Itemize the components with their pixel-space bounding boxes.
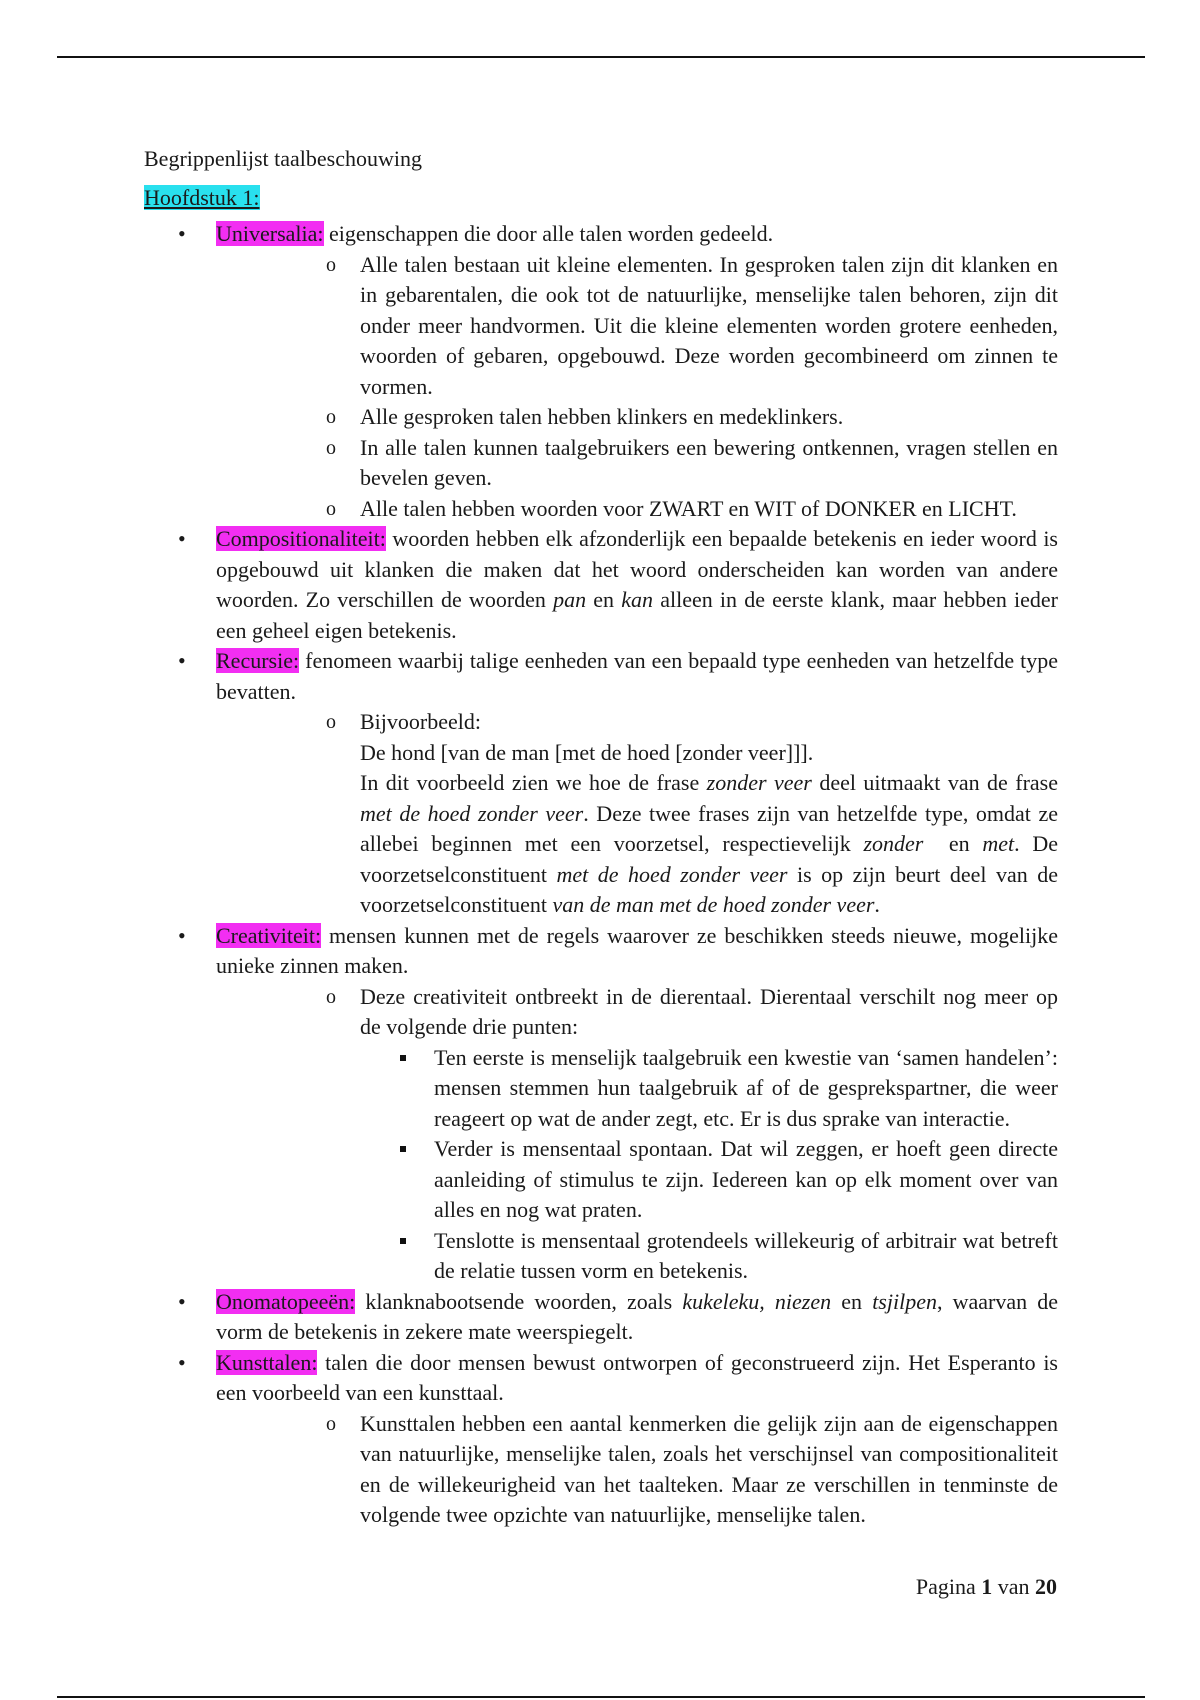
term-definition: klanknabootsende woorden, zoals: [355, 1288, 683, 1314]
term-label: Creativiteit:: [216, 922, 322, 948]
term-definition: talen die door mensen bewust ontworpen of geconstrueerd zijn. Het Esperanto is een voorbeeld van een kunsttaal.: [216, 1349, 1058, 1405]
page-content: [144, 140, 1058, 1531]
sub-item: o In alle talen kunnen taalgebruikers een bewering ontkennen, vragen stellen en bevelen geven.: [216, 433, 1058, 494]
text-run: . De voorzetselconstituent: [360, 831, 1058, 887]
italic-phrase: met: [982, 831, 1015, 856]
italic-phrase: met de hoed zonder veer: [360, 800, 584, 826]
term-definition: fenomeen waarbij talige eenheden van een bepaald type eenheden van hetzelfde type bevatten.: [216, 648, 1058, 704]
sub-list: [216, 982, 1058, 1043]
term-creativiteit: [144, 921, 1058, 1287]
italic-word: kan: [621, 587, 654, 612]
text-run: en: [586, 587, 622, 612]
point-item: Verder is mensentaal spontaan. Dat wil zeggen, er hoeft geen directe aanleiding of stimulus te zijn. Iedereen kan op elk moment over van alles en nog wat praten.: [216, 1134, 1058, 1226]
text-run: , waarvan de vorm de betekenis in zekere mate weerspiegelt.: [216, 1288, 1059, 1344]
page-total: 20: [1035, 1574, 1057, 1599]
term-recursie: [144, 646, 1058, 921]
term-onomatopeeen: [144, 1287, 1058, 1348]
text-run: deel uitmaakt van de frase: [811, 770, 1058, 795]
sub-item: [216, 982, 1058, 1043]
italic-phrase: met de hoed zonder veer: [556, 861, 788, 887]
footer-rule: [57, 1696, 1145, 1698]
sub-list: [216, 707, 1058, 921]
page-prefix: Pagina: [915, 1574, 982, 1599]
example-sentence: De hond [van de man [met de hoed [zonder veer]]].: [360, 739, 814, 765]
sub-item: o Alle talen bestaan uit kleine elementen. In gesproken talen zijn dit klanken en in gebarentalen, die ook tot de natuurlijke, menselijke talen behoren, zijn dit onder meer handvormen. Uit die kleine elementen worden grotere eenheden, woorden of gebaren, opgebouwd. Deze worden gecombineerd om zinnen te vormen.: [216, 250, 1058, 403]
term-label: Compositionaliteit:: [216, 526, 386, 551]
text-run: In dit voorbeeld zien we hoe de frase: [360, 770, 707, 795]
sub-item: o Kunsttalen hebben een aantal kenmerken die gelijk zijn aan de eigenschappen van natuurlijke, menselijke talen, zoals het verschijnsel van compositionaliteit en de willekeurigheid van het taalteken. Maar ze verschillen in tenminste de volgende twee opzichte van natuurlijke, menselijke talen.: [216, 1409, 1058, 1531]
header-rule: [57, 56, 1145, 58]
italic-phrase: zonder veer: [706, 770, 812, 795]
sub-item-text: Deze creativiteit ontbreekt in de dierentaal. Dierentaal verschilt nog meer op de volgende drie punten:: [360, 983, 1058, 1039]
example-explanation: [360, 768, 1058, 921]
sub-item-example: [216, 707, 1058, 921]
document-title: Begrippenlijst taalbeschouwing: [144, 146, 422, 171]
text-run: alleen in de eerste klank, maar hebben ieder een geheel eigen betekenis.: [216, 587, 1059, 643]
term-label: Universalia:: [216, 221, 324, 246]
sub-item: o Alle gesproken talen hebben klinkers en medeklinkers.: [216, 402, 1058, 433]
term-label: Kunsttalen:: [216, 1349, 318, 1375]
term-label: Recursie:: [216, 648, 300, 673]
italic-word: tsjilpen: [872, 1288, 937, 1314]
term-definition: mensen kunnen met de regels waarover ze beschikken steeds nieuwe, mogelijke unieke zinnen maken.: [216, 922, 1058, 978]
italic-word: kukeleku, niezen: [682, 1288, 832, 1314]
term-definition: woorden hebben elk afzonderlijk een bepaalde betekenis en ieder woord is opgebouwd uit klanken die maken dat het woord onderscheiden kan worden van andere woorden. Zo verschillen de woorden: [216, 526, 1058, 612]
page-number: [916, 1574, 1057, 1600]
page-current: 1: [981, 1574, 993, 1599]
term-label: Onomatopeeën:: [216, 1288, 356, 1314]
point-list: [216, 1043, 1058, 1287]
term-kunsttalen: [144, 1348, 1058, 1531]
term-definition: eigenschappen die door alle talen worden gedeeld.: [323, 221, 774, 246]
sub-list: [216, 1409, 1058, 1531]
text-run: en: [831, 1288, 873, 1314]
chapter-label: Hoofdstuk 1:: [144, 184, 260, 210]
italic-phrase: van de man met de hoed zonder veer: [552, 892, 875, 917]
term-list: [144, 219, 1058, 1531]
text-run: en: [923, 831, 983, 856]
point-item: Tenslotte is mensentaal grotendeels willekeurig of arbitrair wat betreft de relatie tussen vorm en betekenis.: [216, 1226, 1058, 1287]
page-middle: van: [992, 1574, 1035, 1599]
point-item: Ten eerste is menselijk taalgebruik een kwestie van ‘samen handelen’: mensen stemmen hun taalgebruik af of de gesprekspartner, die weer reageert op wat de ander zegt, etc. Er is dus sprake van interactie.: [216, 1043, 1058, 1135]
term-compositionaliteit: [144, 524, 1058, 646]
text-run: . Deze twee frases zijn van hetzelfde type, omdat ze allebei beginnen met een voorzetsel, respectievelijk: [360, 800, 1058, 856]
term-universalia: [144, 219, 1058, 524]
chapter-heading: [144, 183, 1058, 214]
italic-word: pan: [553, 587, 587, 612]
sub-item: o Alle talen hebben woorden voor ZWART en WIT of DONKER en LICHT.: [216, 494, 1058, 525]
italic-phrase: zonder: [863, 831, 924, 856]
text-run: is op zijn beurt deel van de voorzetselconstituent: [360, 861, 1058, 917]
example-label: o Bijvoorbeeld:: [360, 709, 481, 734]
text-run: .: [874, 892, 880, 917]
sub-list: [216, 250, 1058, 525]
